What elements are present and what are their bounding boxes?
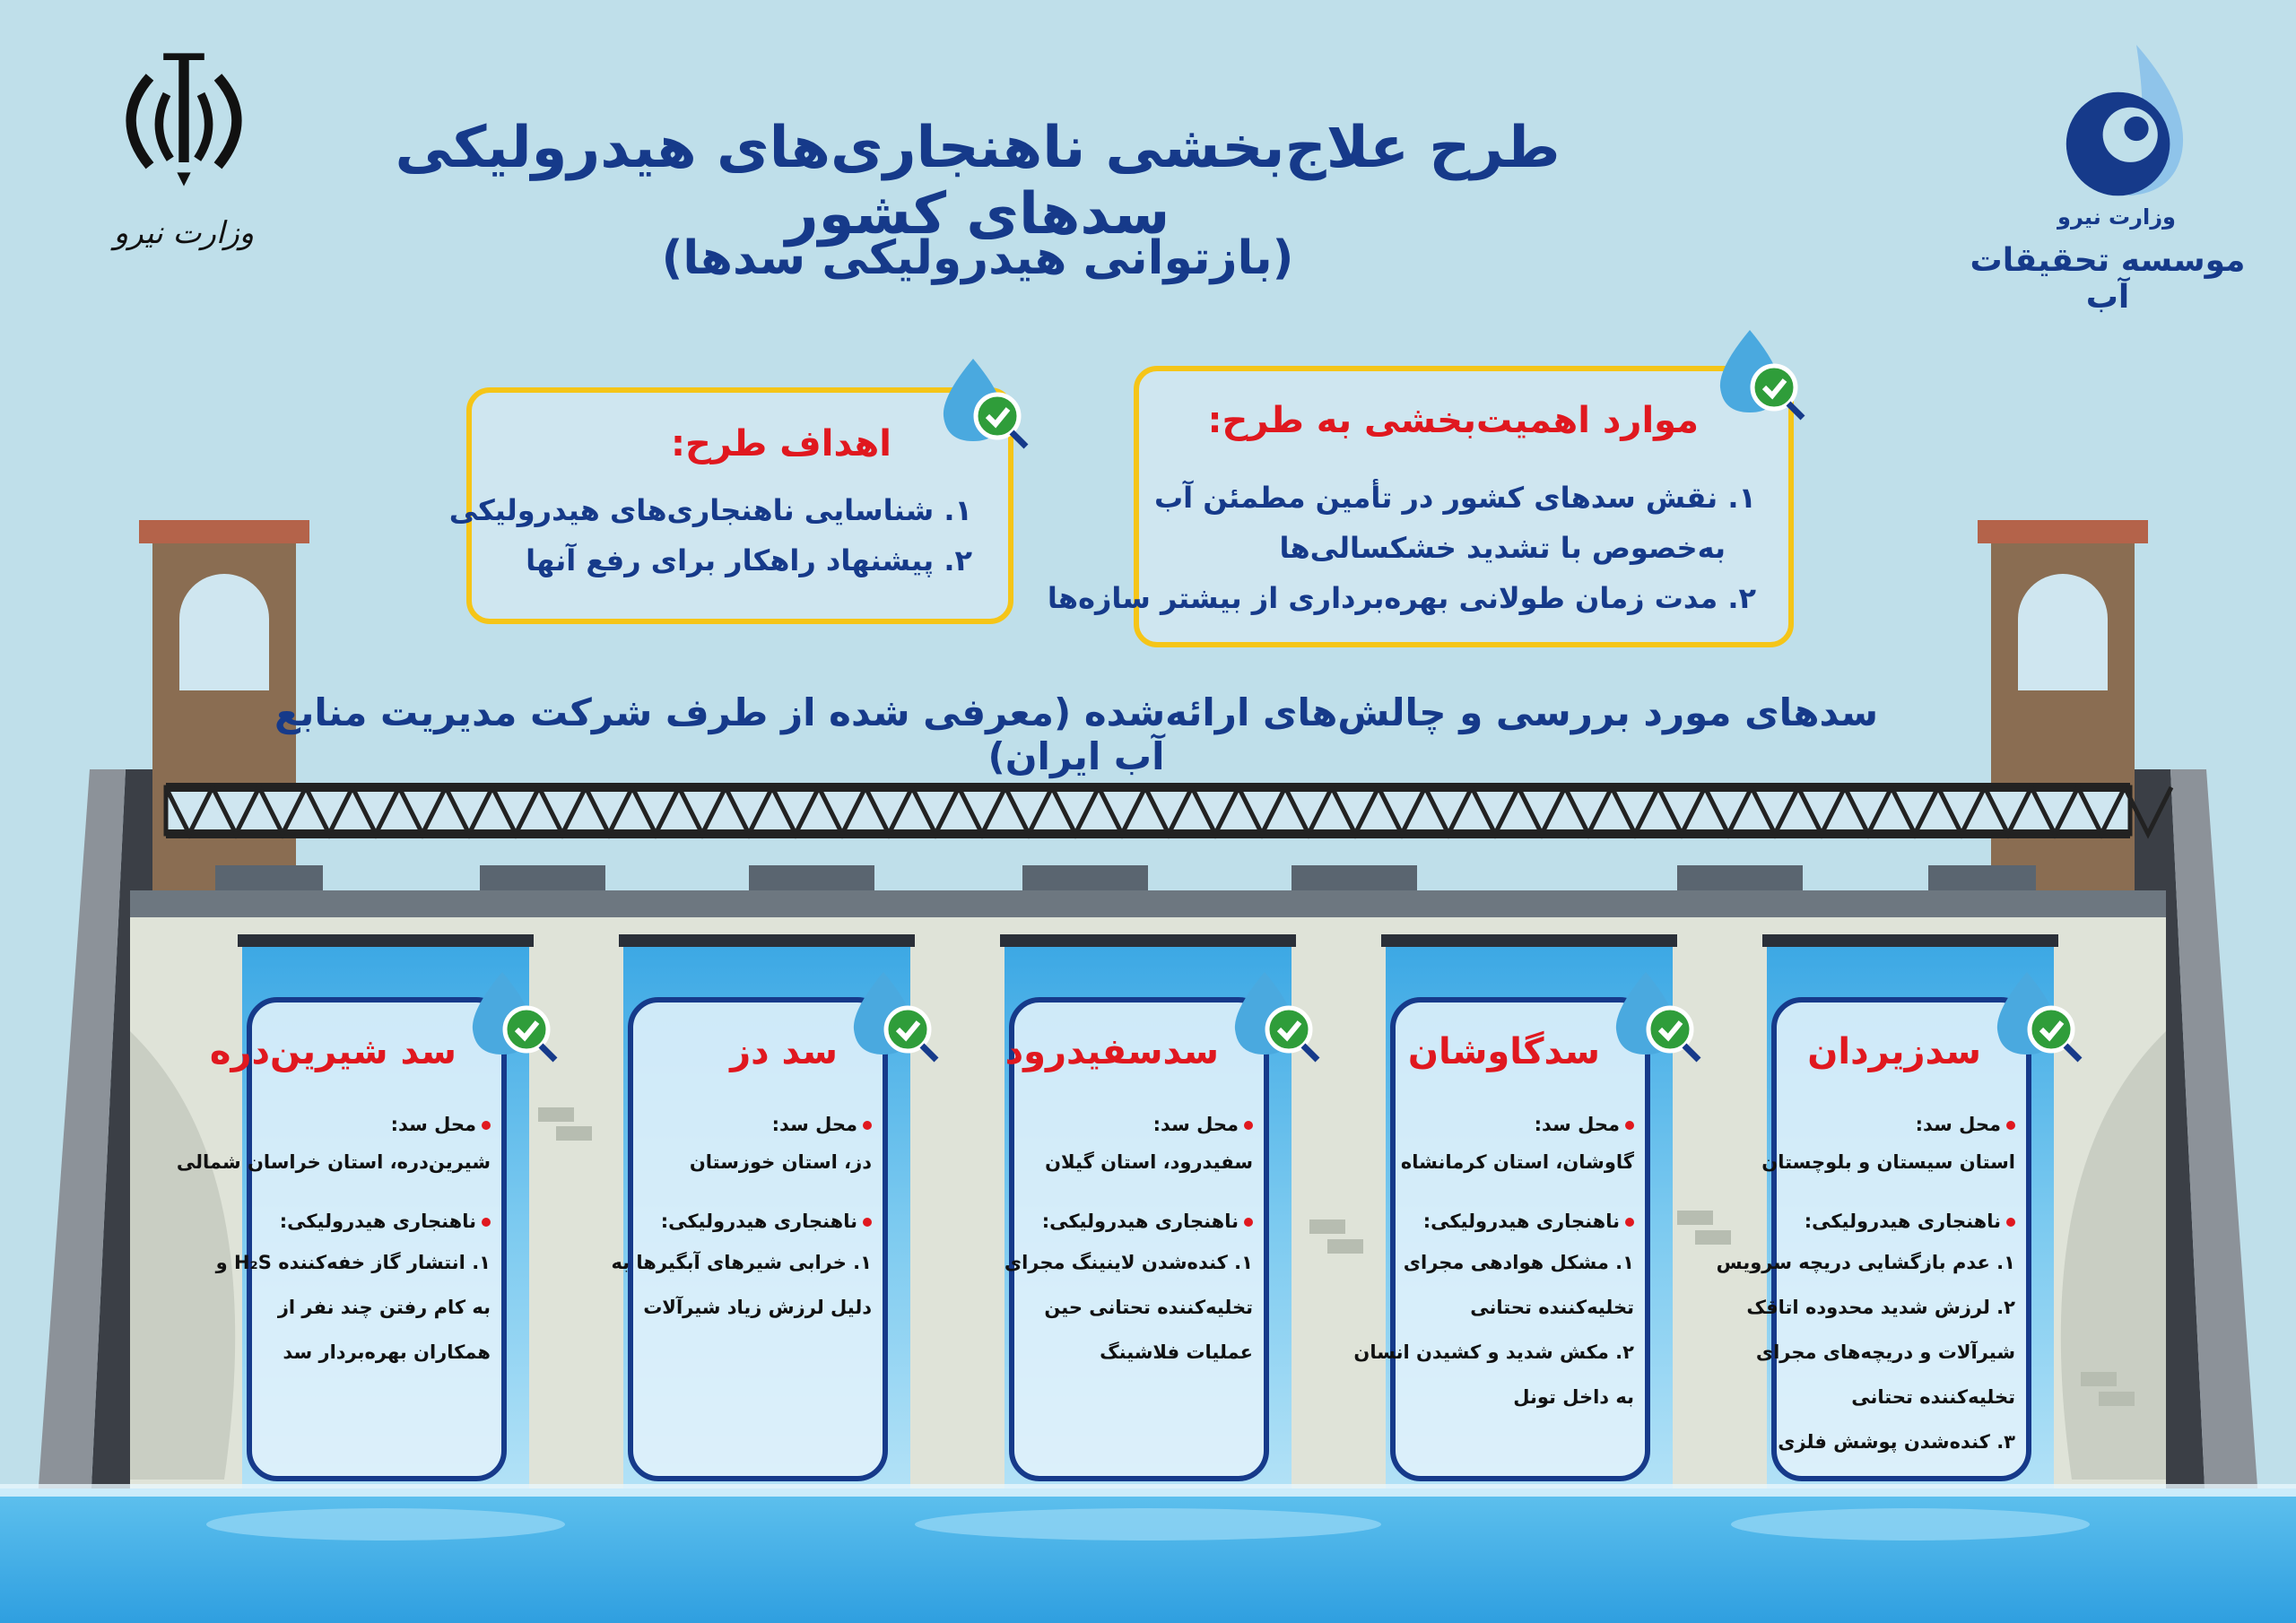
dam-name: سدگاوشان bbox=[1407, 1031, 1600, 1072]
dam-name: سدزیردان bbox=[1807, 1031, 1981, 1072]
check-badge-icon bbox=[1605, 965, 1704, 1063]
goals-item: ۱. شناسایی ناهنجاری‌های هیدرولیکی bbox=[448, 493, 972, 527]
anomalies-label: ناهنجاری هیدرولیکی: bbox=[1423, 1211, 1634, 1232]
dam-issue: همکاران بهره‌بردار سد bbox=[283, 1341, 491, 1363]
anomalies-label: ناهنجاری هیدرولیکی: bbox=[661, 1211, 872, 1232]
dam-crest bbox=[130, 890, 2166, 917]
page-title: طرح علاج‌بخشی ناهنجاری‌های هیدرولیکی سدهای کشور bbox=[395, 115, 1561, 247]
dam-issue: تخلیه‌کننده تحتانی bbox=[1470, 1297, 1634, 1318]
page-subtitle: (بازتوانی هیدرولیکی سدها) bbox=[661, 231, 1294, 285]
dam-issue: ۲. مکش شدید و کشیدن انسان bbox=[1353, 1341, 1634, 1363]
dam-issue: به کام رفتن چند نفر از bbox=[277, 1297, 491, 1318]
institute-name: موسسه تحقیقات آب bbox=[1970, 242, 2246, 316]
location-label: محل سد: bbox=[391, 1114, 491, 1135]
section-heading: سدهای مورد بررسی و چالش‌های ارائه‌شده (معرفی شده از طرف شرکت مدیریت منابع آب ایران) bbox=[274, 690, 1879, 778]
dam-issue: ۱. انتشار گاز خفه‌کننده H₂S و bbox=[215, 1252, 491, 1273]
right-tower bbox=[1978, 520, 2148, 897]
dam-location: استان سیستان و بلوچستان bbox=[1761, 1151, 2015, 1173]
institute-ministry-label: وزارت نیرو bbox=[2057, 204, 2176, 230]
check-badge-icon bbox=[1987, 965, 2085, 1063]
dam-location: سفیدرود، استان گیلان bbox=[1045, 1151, 1253, 1173]
dam-issue: عملیات فلاشینگ bbox=[1100, 1341, 1253, 1363]
goals-item: ۲. پیشنهاد راهکار برای رفع آنها bbox=[526, 543, 972, 577]
dam-issue: به داخل تونل bbox=[1513, 1386, 1634, 1408]
dam-location: گاوشان، استان کرمانشاه bbox=[1400, 1151, 1634, 1173]
dam-location: شیرین‌دره، استان خراسان شمالی bbox=[176, 1151, 491, 1173]
importance-item: به‌خصوص با تشدید خشکسالی‌ها bbox=[1279, 531, 1726, 565]
dam-location: دز، استان خوزستان bbox=[689, 1151, 872, 1173]
location-label: محل سد: bbox=[1535, 1114, 1634, 1135]
iran-emblem-icon bbox=[99, 43, 269, 213]
importance-item: ۱. نقش سدهای کشور در تأمین مطمئن آب bbox=[1153, 481, 1756, 515]
check-badge-icon bbox=[843, 965, 942, 1063]
dam-name: سدسفیدرود bbox=[1004, 1031, 1219, 1072]
location-label: محل سد: bbox=[1153, 1114, 1253, 1135]
dam-name: سد شیرین‌دره bbox=[209, 1031, 457, 1072]
location-label: محل سد: bbox=[772, 1114, 872, 1135]
dam-name: سد دز bbox=[730, 1031, 838, 1072]
dam-card bbox=[611, 997, 888, 1481]
dam-issue: ۱. کنده‌شدن لاینینگ مجرای bbox=[1004, 1252, 1253, 1273]
dam-card bbox=[1004, 997, 1269, 1481]
anomalies-label: ناهنجاری هیدرولیکی: bbox=[1805, 1211, 2015, 1232]
ministry-label: وزارت نیرو bbox=[113, 215, 255, 251]
dam-card bbox=[1353, 997, 1650, 1481]
importance-item: ۲. مدت زمان طولانی بهره‌برداری از بیشتر سازه‌ها bbox=[1047, 581, 1756, 615]
truss-bridge bbox=[166, 787, 2171, 834]
deck-blocks bbox=[215, 865, 2036, 890]
water-drop-logo-icon bbox=[2045, 36, 2197, 206]
dam-issue: ۱. مشکل هوادهی مجرای bbox=[1403, 1252, 1634, 1273]
importance-box bbox=[1047, 366, 1794, 647]
anomalies-label: ناهنجاری هیدرولیکی: bbox=[280, 1211, 491, 1232]
anomalies-label: ناهنجاری هیدرولیکی: bbox=[1042, 1211, 1253, 1232]
dam-issue: شیرآلات و دریچه‌های مجرای bbox=[1755, 1341, 2015, 1363]
check-badge-icon bbox=[1224, 965, 1323, 1063]
dam-issue: ۳. کنده‌شدن پوشش فلزی bbox=[1778, 1431, 2015, 1453]
dam-issue: ۱. خرابی شیرهای آبگیرها به bbox=[611, 1252, 872, 1273]
dam-issue: تخلیه‌کننده تحتانی bbox=[1851, 1386, 2015, 1408]
location-label: محل سد: bbox=[1916, 1114, 2015, 1135]
dam-card bbox=[176, 997, 507, 1481]
dam-issue: تخلیه‌کننده تحتانی حین bbox=[1044, 1297, 1253, 1318]
goals-title: اهداف طرح: bbox=[670, 423, 891, 464]
dam-issue: ۱. عدم بازگشایی دریچه سرویس bbox=[1716, 1252, 2015, 1273]
importance-title: موارد اهمیت‌بخشی به طرح: bbox=[1207, 400, 1699, 441]
check-badge-icon bbox=[1709, 323, 1808, 421]
dam-issue: ۲. لرزش شدید محدوده اتاقک bbox=[1746, 1297, 2015, 1318]
check-badge-icon bbox=[933, 352, 1031, 450]
dam-issue: دلیل لرزش زیاد شیرآلات bbox=[643, 1297, 872, 1318]
dam-card bbox=[1716, 997, 2031, 1481]
check-badge-icon bbox=[462, 965, 561, 1063]
goals-box bbox=[448, 387, 1013, 624]
